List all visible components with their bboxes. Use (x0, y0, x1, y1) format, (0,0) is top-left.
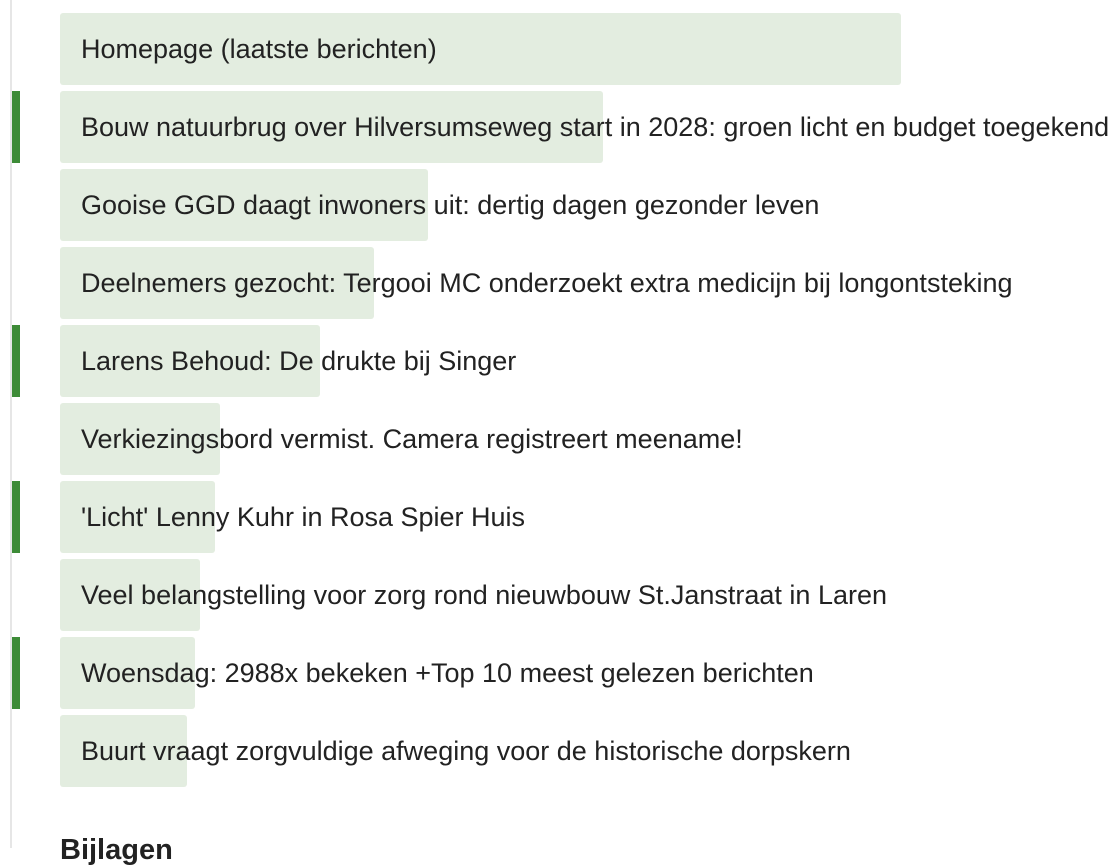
highlight-marker (12, 481, 20, 553)
stat-row-label: Larens Behoud: De drukte bij Singer (81, 346, 517, 376)
stat-row[interactable] (0, 91, 1109, 163)
stat-row-label: Gooise GGD daagt inwoners uit: dertig dagen gezonder leven (81, 190, 820, 220)
stat-row-label: 'Licht' Lenny Kuhr in Rosa Spier Huis (81, 502, 526, 532)
stat-row-label: Verkiezingsbord vermist. Camera registreert meename! (81, 424, 743, 454)
stat-row[interactable] (0, 637, 976, 709)
highlight-marker (12, 325, 20, 397)
stat-row[interactable] (0, 169, 976, 241)
section-heading: Bijlagen (60, 834, 173, 866)
highlight-marker (12, 637, 20, 709)
stat-row[interactable] (0, 325, 976, 397)
stat-row-label: Deelnemers gezocht: Tergooi MC onderzoekt extra medicijn bij longontsteking (81, 268, 1013, 298)
stat-row-label: Woensdag: 2988x bekeken +Top 10 meest gelezen berichten (81, 658, 814, 688)
stat-row[interactable] (0, 403, 976, 475)
stat-row[interactable] (0, 13, 976, 85)
stat-row-label: Buurt vraagt zorgvuldige afweging voor de historische dorpskern (81, 736, 851, 766)
stat-row-label: Homepage (laatste berichten) (81, 34, 437, 64)
stat-row[interactable] (0, 715, 976, 787)
stat-row[interactable] (0, 247, 1013, 319)
popular-posts-list (0, 13, 1109, 793)
stat-row-label: Veel belangstelling voor zorg rond nieuwbouw St.Janstraat in Laren (81, 580, 888, 610)
stat-row[interactable] (0, 559, 976, 631)
stat-row-label: Bouw natuurbrug over Hilversumseweg start in 2028: groen licht en budget toegekend (81, 112, 1109, 142)
stat-row[interactable] (0, 481, 976, 553)
highlight-marker (12, 91, 20, 163)
